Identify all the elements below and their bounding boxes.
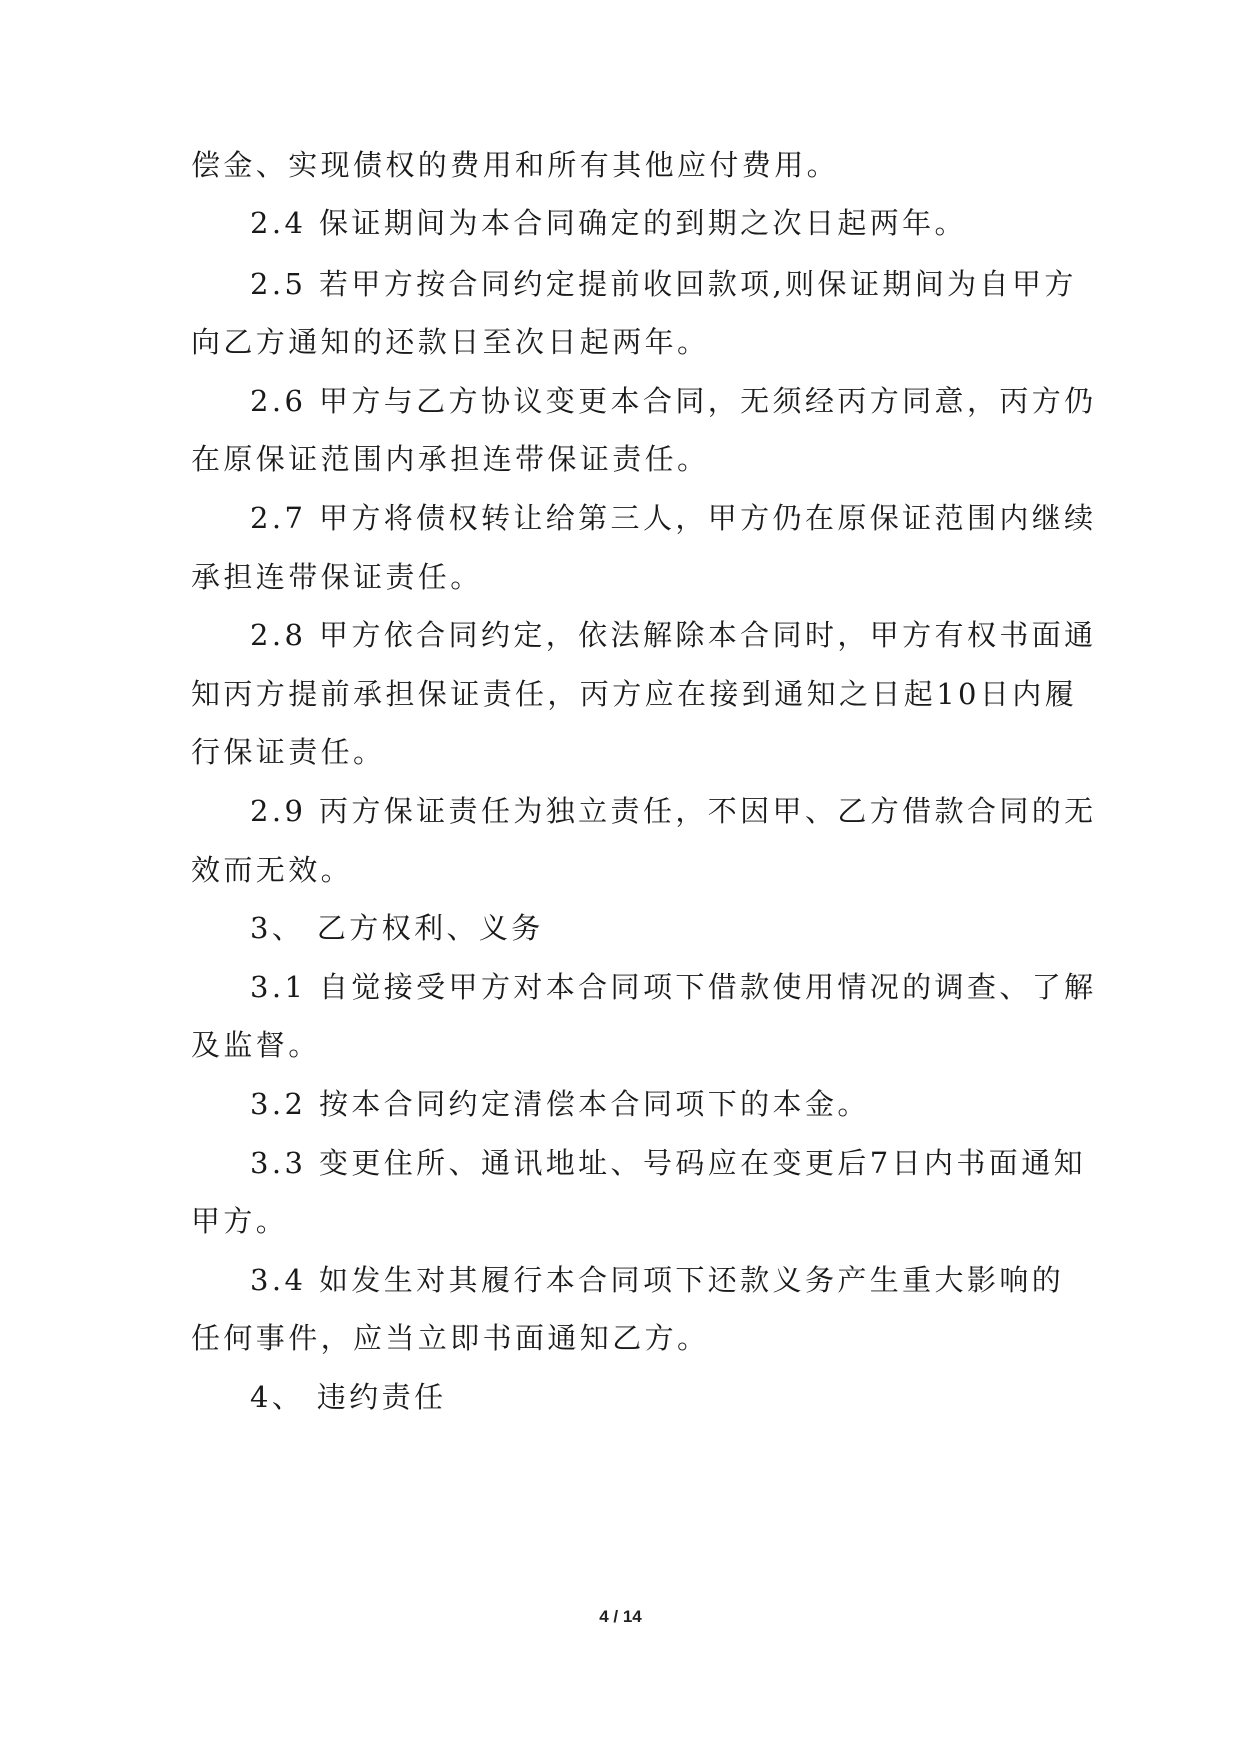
clause-2-6: 2.6 甲方与乙方协议变更本合同，无须经丙方同意，丙方仍 — [250, 384, 1097, 418]
clause-2-5: 2.5 若甲方按合同约定提前收回款项,则保证期间为自甲方 — [250, 267, 1077, 301]
clause-3-1-cont: 及监督。 — [191, 1028, 321, 1062]
clause-2-6-cont: 在原保证范围内承担连带保证责任。 — [191, 442, 710, 476]
clause-3-4: 3.4 如发生对其履行本合同项下还款义务产生重大影响的 — [250, 1263, 1065, 1297]
clause-2-9-cont: 效而无效。 — [191, 853, 354, 887]
text-line-1: 偿金、实现债权的费用和所有其他应付费用。 — [191, 148, 840, 182]
section-3-heading: 3、 乙方权利、义务 — [250, 911, 544, 945]
clause-2-7: 2.7 甲方将债权转让给第三人，甲方仍在原保证范围内继续 — [250, 501, 1097, 535]
clause-3-2: 3.2 按本合同约定清偿本合同项下的本金。 — [250, 1087, 870, 1121]
clause-2-9: 2.9 丙方保证责任为独立责任，不因甲、乙方借款合同的无 — [250, 794, 1097, 828]
clause-2-5-cont: 向乙方通知的还款日至次日起两年。 — [191, 325, 710, 359]
clause-2-8-cont-2: 行保证责任。 — [191, 735, 386, 769]
clause-2-8: 2.8 甲方依合同约定，依法解除本合同时，甲方有权书面通 — [250, 618, 1097, 652]
clause-3-1: 3.1 自觉接受甲方对本合同项下借款使用情况的调查、了解 — [250, 970, 1097, 1004]
page-number: 4 / 14 — [599, 1607, 642, 1626]
section-4-heading: 4、 违约责任 — [250, 1380, 447, 1414]
clause-2-8-cont-1: 知丙方提前承担保证责任，丙方应在接到通知之日起10日内履 — [191, 677, 1078, 711]
clause-2-7-cont: 承担连带保证责任。 — [191, 560, 483, 594]
clause-2-4: 2.4 保证期间为本合同确定的到期之次日起两年。 — [250, 206, 967, 240]
clause-3-4-cont: 任何事件，应当立即书面通知乙方。 — [191, 1321, 710, 1355]
clause-3-3: 3.3 变更住所、通讯地址、号码应在变更后7日内书面通知 — [250, 1146, 1086, 1180]
clause-3-3-cont: 甲方。 — [191, 1204, 289, 1238]
